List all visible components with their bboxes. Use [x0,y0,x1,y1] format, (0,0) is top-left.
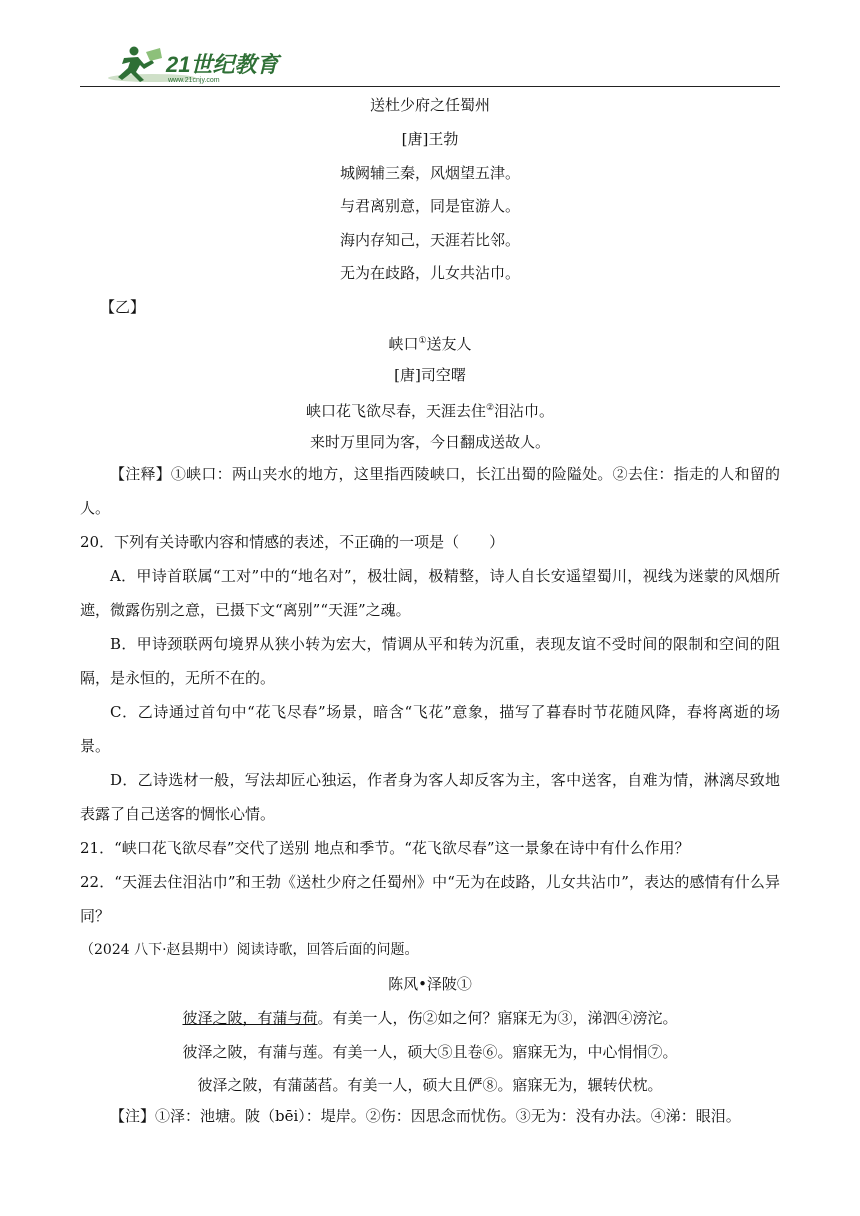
question-20: 20．下列有关诗歌内容和情感的表述，不正确的一项是（ ） [80,533,505,551]
option-a: A．甲诗首联属“工对”中的“地名对”，极壮阔，极精整，诗人自长安遥望蜀川，视线为迷蒙的风烟所遮，微露伤别之意，已摄下文“离别”“天涯”之魂。 [80,567,780,619]
question-21: 21．“峡口花飞欲尽春”交代了送别 地点和季节。“花飞欲尽春”这一景象在诗中有什么作用？ [80,839,690,857]
label-yi: 【乙】 [100,298,146,316]
poem3-line [80,1008,780,1028]
poem3-line1-rest: 。有美一人，伤②如之何？寤寐无为③，涕泗④滂沱。 [317,1009,678,1027]
poem2-line [80,398,780,421]
poem2-title-b: 送友人 [426,335,472,353]
poem2-line1-a: 峡口花飞欲尽春，天涯去住 [305,402,486,420]
poem2-line: 来时万里同为客，今日翻成送故人。 [309,433,550,451]
poem1-line: 城阙辅三秦，风烟望五津。 [339,164,520,182]
poem1-line: 与君离别意，同是宦游人。 [339,197,520,215]
poem1-title: 送杜少府之任蜀州 [369,96,490,114]
poem2-title-note: ① [418,336,427,346]
poem2-line1-note: ② [485,403,495,413]
question-22: 22．“天涯去住泪沾巾”和王勃《送杜少府之任蜀州》中“无为在歧路，儿女共沾巾”，表达的感情有什么异同？ [80,873,780,925]
poem2-title-a: 峡口 [388,335,419,353]
poem3-line: 彼泽之陂，有蒲菡萏。有美一人，硕大且俨⑧。寤寐无为，辗转伏枕。 [197,1076,663,1094]
poem1-author: [唐]王勃 [401,130,459,148]
svg-text:21世纪教育: 21世纪教育 [166,52,279,77]
annotation-2: 【注】①泽：池塘。陂（bēi）：堤岸。②伤：因思念而忧伤。③无为：没有办法。④涕：眼泪。 [110,1107,741,1125]
runner-logo-icon [104,42,284,84]
option-c: C．乙诗通过首句中“花飞尽春”场景，暗含“飞花”意象，描写了暮春时节花随风降，春将离逝的场景。 [80,703,780,755]
svg-text:www.21cnjy.com: www.21cnjy.com [168,77,220,84]
annotation-1: 【注释】①峡口：两山夹水的地方，这里指西陵峡口，长江出蜀的险隘处。②去住：指走的人和留的人。 [80,465,780,517]
option-b: B．甲诗颈联两句境界从狭小转为宏大，情调从平和转为沉重，表现友谊不受时间的限制和空间的阻隔，是永恒的，无所不在的。 [80,635,780,687]
page-header [80,38,780,87]
option-d: D．乙诗选材一般，写法却匠心独运，作者身为客人却反客为主，客中送客，自难为情，淋漓尽致地表露了自己送客的惆怅心情。 [80,771,780,823]
poem2-author: [唐]司空曙 [394,366,466,384]
poem1-line: 无为在歧路，儿女共沾巾。 [339,264,520,282]
section-source: （2024 八下·赵县期中）阅读诗歌，回答后面的问题。 [80,942,419,958]
poem3-title: 陈风•泽陂① [388,975,472,993]
poem1-line: 海内存知己，天涯若比邻。 [339,231,520,249]
poem3-line: 彼泽之陂，有蒲与莲。有美一人，硕大⑤且卷⑥。寤寐无为，中心悁悁⑦。 [182,1043,678,1061]
underlined-phrase: 彼泽之陂，有蒲与荷 [182,1009,318,1027]
poem2-line1-b: 泪沾巾。 [494,402,555,420]
poem2-title [80,331,780,354]
